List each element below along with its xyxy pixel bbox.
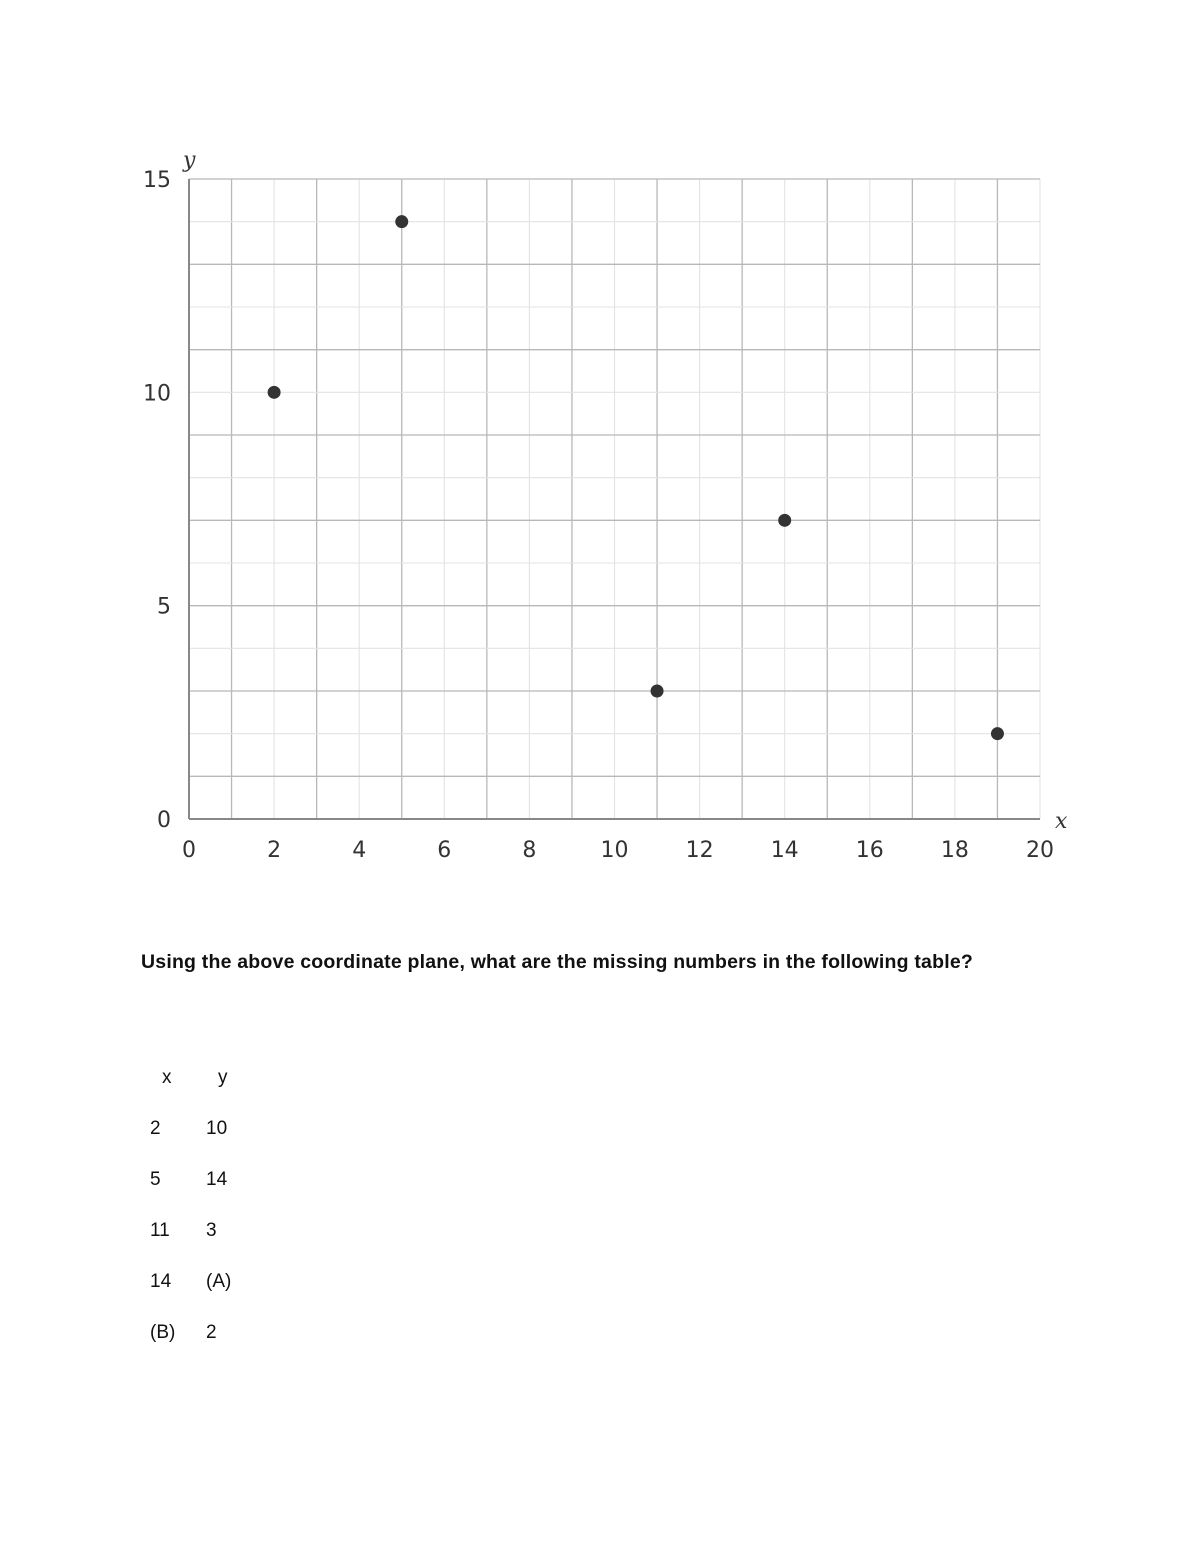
table-header-x: x (162, 1067, 172, 1088)
tick-labels (143, 148, 1068, 863)
table-cell-y: (A) (206, 1271, 232, 1292)
table-header-row (141, 1063, 231, 1117)
table-row (141, 1168, 231, 1219)
table-cell-x: 11 (150, 1220, 170, 1241)
x-tick-label: 18 (940, 838, 969, 863)
y-tick-label: 15 (143, 168, 171, 193)
data-point (991, 727, 1004, 740)
y-axis-label: y (183, 148, 196, 173)
x-tick-label: 10 (600, 838, 629, 863)
table-row (141, 1321, 231, 1372)
table-row (141, 1270, 231, 1321)
y-tick-label: 10 (143, 381, 171, 407)
data-point (268, 386, 281, 399)
x-tick-label: 16 (855, 838, 884, 863)
x-tick-label: 4 (352, 838, 367, 863)
table-header-y: y (218, 1067, 228, 1088)
y-tick-label: 5 (157, 594, 171, 620)
table-cell-x: 14 (150, 1271, 172, 1292)
data-point (395, 215, 408, 228)
table-row (141, 1117, 231, 1168)
xy-table (141, 1063, 231, 1372)
table-cell-x: (B) (150, 1322, 176, 1343)
data-point (778, 514, 791, 527)
table-cell-y: 2 (206, 1322, 217, 1343)
table-row (141, 1219, 231, 1270)
x-tick-label: 8 (522, 838, 537, 863)
data-point (651, 685, 664, 698)
x-tick-label: 20 (1026, 838, 1054, 863)
table-cell-x: 5 (150, 1169, 161, 1190)
table-cell-y: 14 (206, 1169, 228, 1190)
table-cell-y: 10 (206, 1118, 228, 1139)
y-tick-label: 0 (157, 808, 171, 833)
x-tick-label: 0 (182, 838, 196, 863)
x-tick-label: 6 (437, 838, 452, 863)
x-tick-label: 2 (267, 838, 282, 863)
grid (189, 179, 1040, 819)
x-tick-label: 14 (770, 838, 799, 863)
x-axis-label: x (1055, 809, 1068, 834)
table-cell-x: 2 (150, 1118, 161, 1139)
question-text: Using the above coordinate plane, what are the missing numbers in the following table? (141, 951, 973, 973)
x-tick-label: 12 (685, 838, 714, 863)
table-cell-y: 3 (206, 1220, 217, 1241)
